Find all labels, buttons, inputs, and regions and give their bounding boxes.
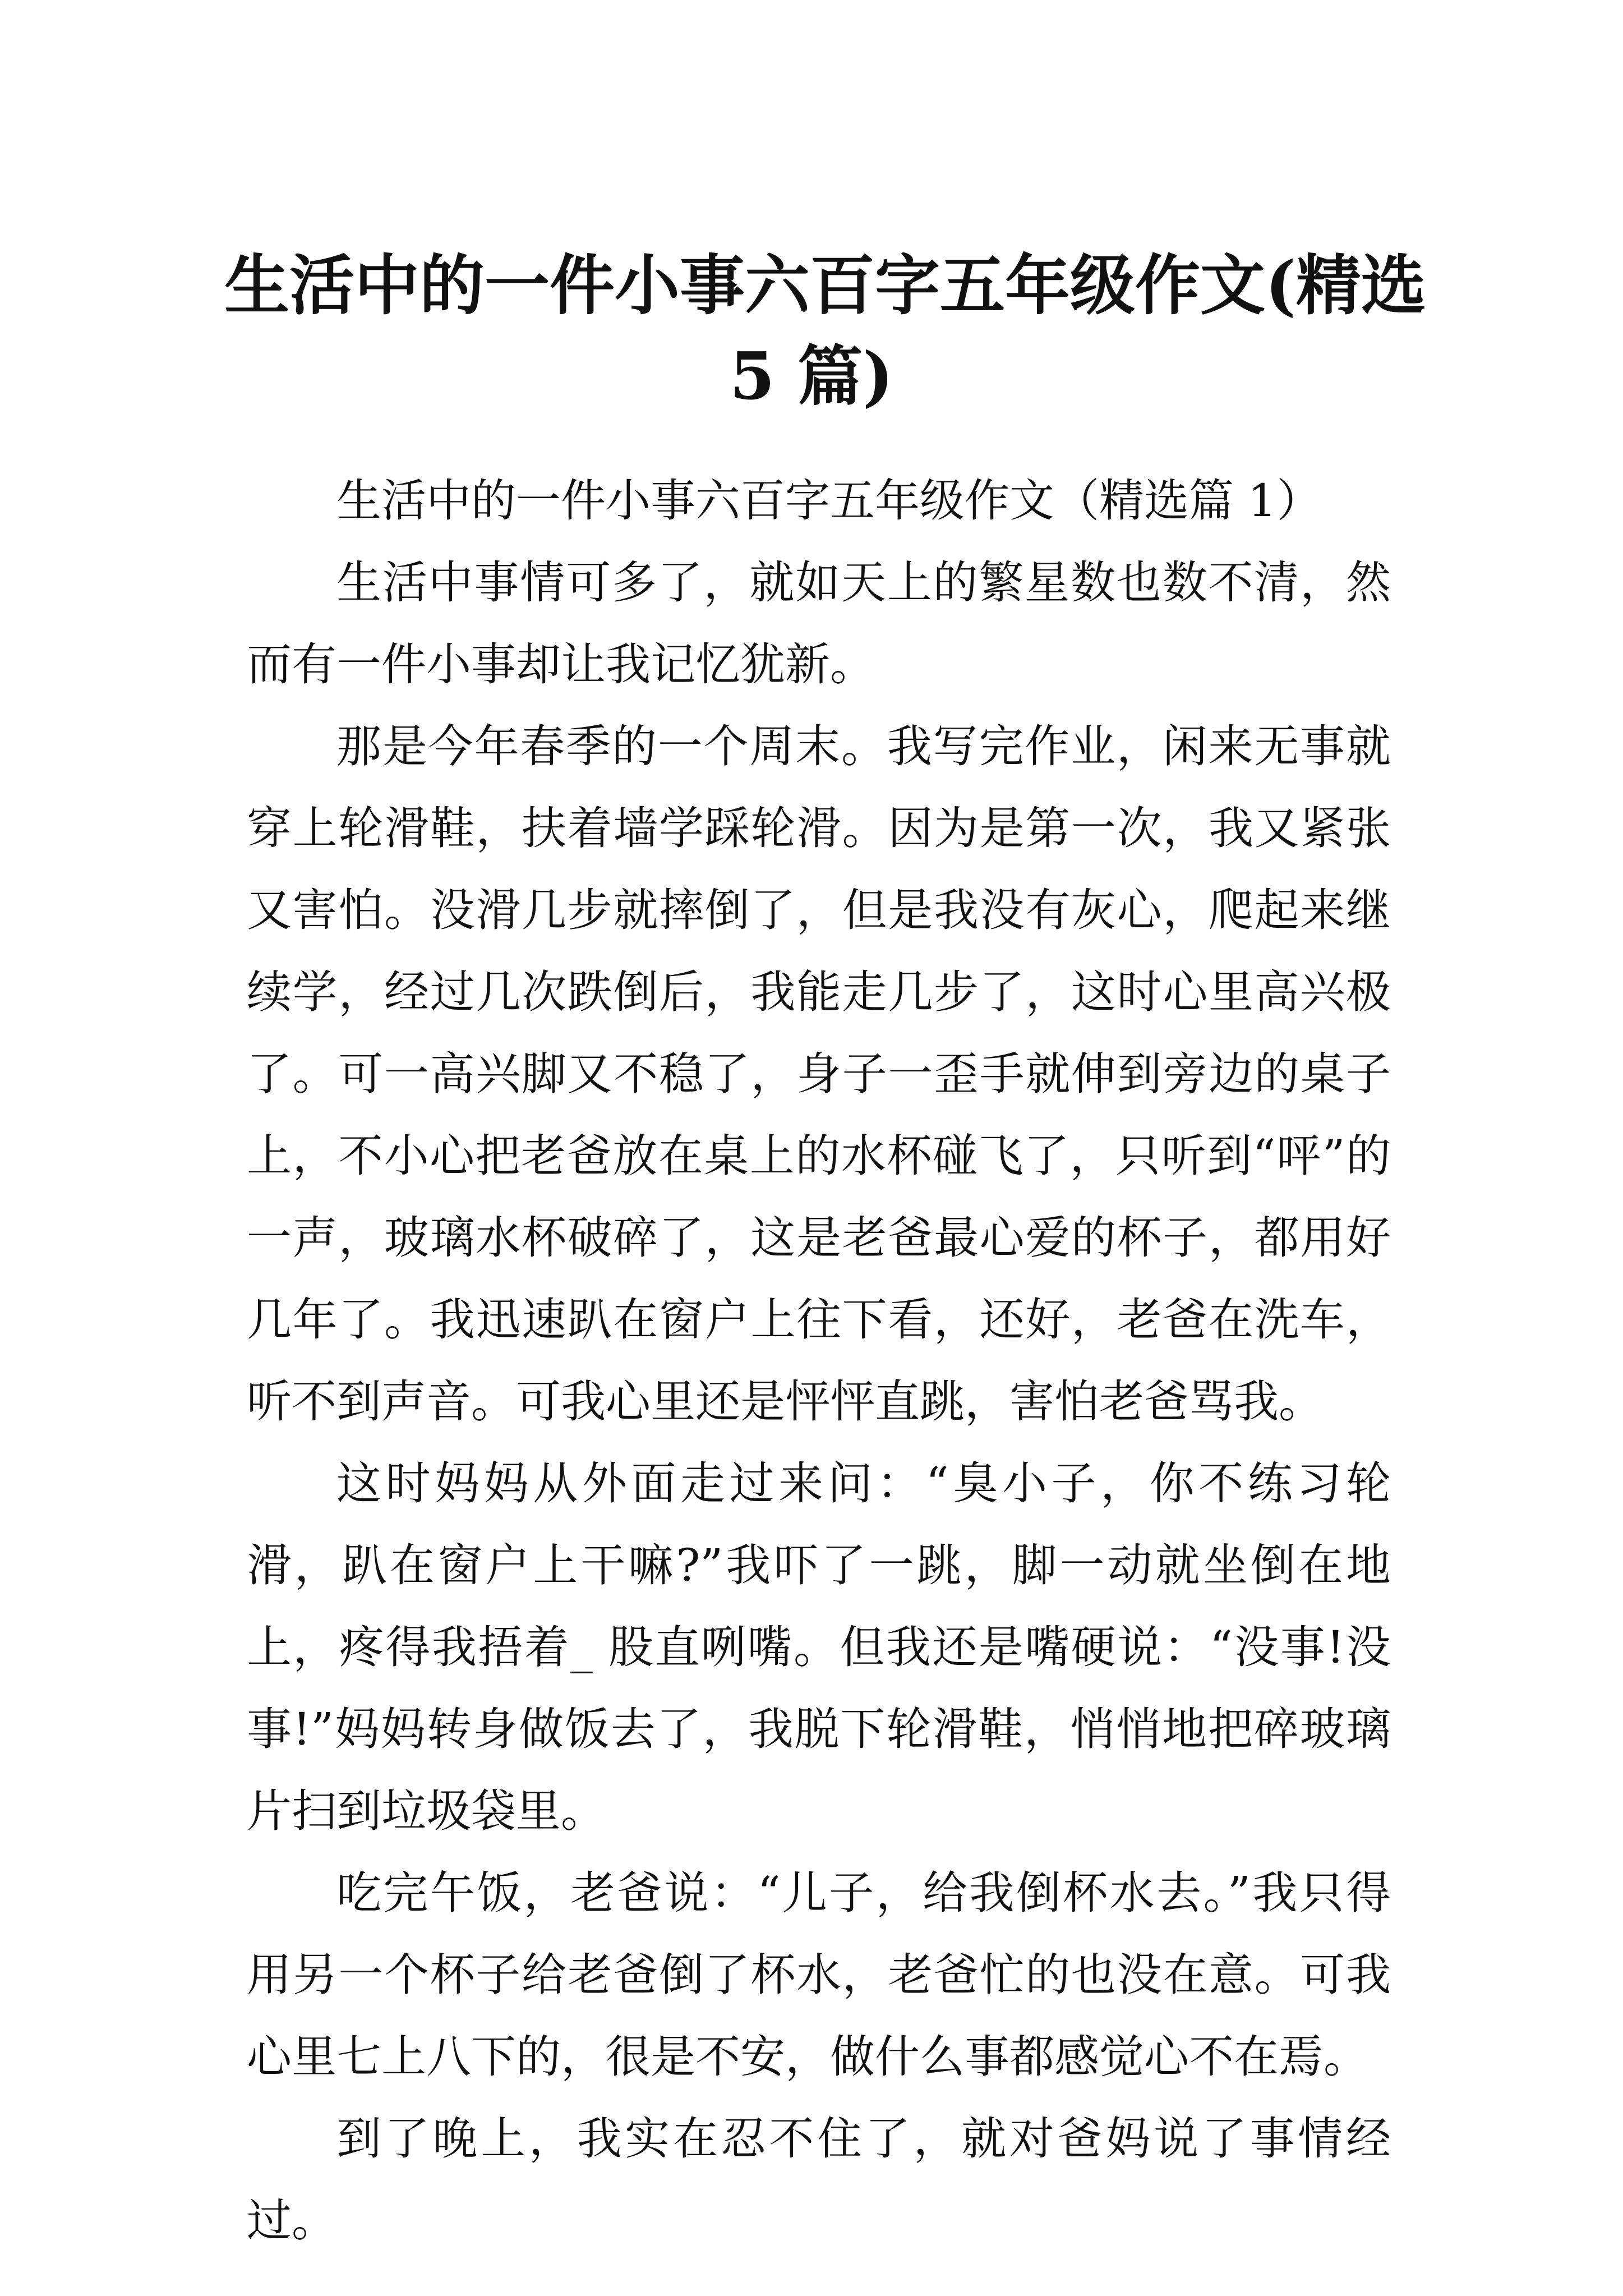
title-line-2: 5 篇) bbox=[730, 338, 893, 415]
section-heading: 生活中的一件小事六百字五年级作文（精选篇 1） bbox=[336, 475, 1322, 527]
document-body bbox=[247, 460, 1391, 2262]
paragraph-3: 这时妈妈从外面走过来问：“臭小子，你不练习轮滑，趴在窗户上干嘛?”我吓了一跳，脚一动就坐倒在地上，疼得我捂着_ 股直咧嘴。但我还是嘴硬说：“没事!没事!”妈妈转身做饭去了，我脱下轮滑鞋，悄悄地把碎玻璃片扫到垃圾袋里。 bbox=[247, 1457, 1391, 1837]
title-line-1: 生活中的一件小事六百字五年级作文(精选 bbox=[224, 247, 1426, 324]
paragraph-4: 吃完午饭，老爸说：“儿子，给我倒杯水去。”我只得用另一个杯子给老爸倒了杯水，老爸忙的也没在意。可我心里七上八下的，很是不安，做什么事都感觉心不在焉。 bbox=[247, 1867, 1391, 2083]
paragraph-5: 到了晚上，我实在忍不住了，就对爸妈说了事情经过。 bbox=[247, 2113, 1391, 2247]
paragraph-2: 那是今年春季的一个周末。我写完作业，闲来无事就穿上轮滑鞋，扶着墙学踩轮滑。因为是第一次，我又紧张又害怕。没滑几步就摔倒了，但是我没有灰心，爬起来继续学，经过几次跌倒后，我能走几步了，这时心里高兴极了。可一高兴脚又不稳了，身子一歪手就伸到旁边的桌子上，不小心把老爸放在桌上的水杯碰飞了，只听到“呯”的一声，玻璃水杯破碎了，这是老爸最心爱的杯子，都用好几年了。我迅速趴在窗户上往下看，还好，老爸在洗车，听不到声音。可我心里还是怦怦直跳，害怕老爸骂我。 bbox=[247, 720, 1391, 1428]
paragraph-1: 生活中事情可多了，就如天上的繁星数也数不清，然而有一件小事却让我记忆犹新。 bbox=[247, 556, 1391, 691]
document-title bbox=[224, 240, 1426, 422]
